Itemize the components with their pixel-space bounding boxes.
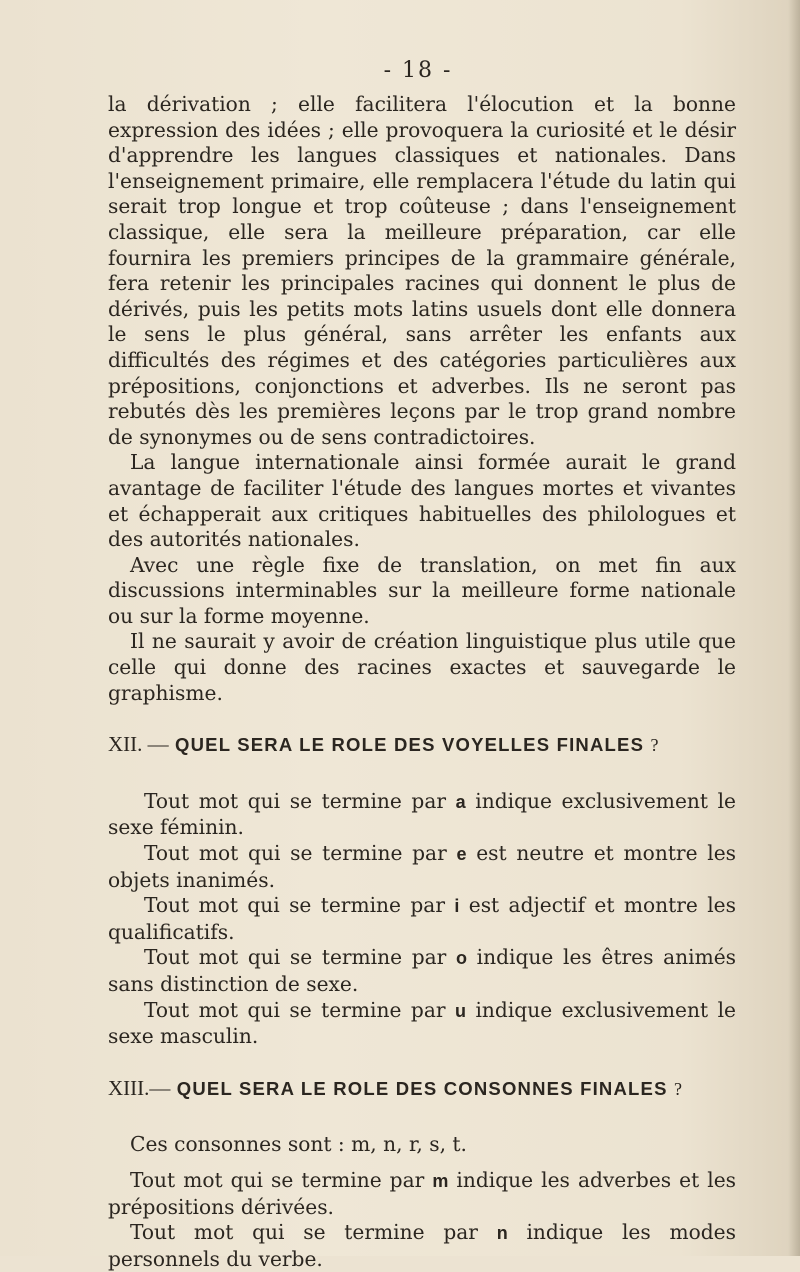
paragraph-linguistic-creation: Il ne saurait y avoir de création linguistique plus utile que celle qui donne des racines exactes et sauvegarde le graphisme.	[108, 629, 736, 705]
vowel-letter: u	[454, 1000, 466, 1021]
section-xii-question-mark: ?	[650, 735, 659, 756]
consonant-letter: n	[496, 1223, 508, 1244]
rule-text-before: Tout mot qui se termine par	[144, 997, 446, 1022]
vowel-letter: a	[455, 791, 466, 812]
rule-text-before: Tout mot qui se termine par	[144, 788, 447, 813]
rule-text-before: Tout mot qui se termine par	[130, 1167, 425, 1192]
section-xiii-title: QUEL SERA LE ROLE DES CONSONNES FINALES	[176, 1077, 668, 1099]
rule-text-after: est adjectif et montre les qualificatifs.	[108, 893, 736, 944]
rule-text-before: Tout mot qui se termine par	[130, 1220, 478, 1245]
vowel-rule-i	[108, 893, 736, 945]
vowel-letter: o	[456, 948, 467, 969]
rule-text-before: Tout mot qui se termine par	[144, 841, 447, 866]
section-xii-heading	[108, 732, 736, 759]
page-number: - 18 -	[383, 58, 453, 83]
page-body	[108, 92, 736, 1272]
rule-text-before: Tout mot qui se termine par	[144, 945, 447, 970]
section-xiii-question-mark: ?	[673, 1078, 682, 1099]
paragraph-advantage: La langue internationale ainsi formée aurait le grand avantage de faciliter l'étude des langues mortes et vivantes et échapperait aux critiques habituelles des philologues et des autorités nationales.	[108, 450, 736, 552]
rule-text-before: Tout mot qui se termine par	[144, 893, 445, 918]
vowel-rule-u	[108, 998, 736, 1050]
rule-text-after: indique exclusivement le sexe masculin.	[108, 997, 736, 1049]
page-edge-shadow	[788, 0, 800, 1256]
vowel-letter: i	[454, 896, 460, 917]
vowel-rule-o	[108, 945, 736, 997]
rule-text-after: indique les adverbes et les prépositions dérivées.	[108, 1167, 737, 1219]
vowel-letter: e	[456, 844, 467, 865]
consonant-rule-n	[108, 1220, 736, 1272]
section-xii-number: XII. —	[108, 732, 169, 757]
section-xii-title: QUEL SERA LE ROLE DES VOYELLES FINALES	[175, 734, 645, 756]
consonant-letter: m	[432, 1170, 449, 1191]
section-xiii-heading	[108, 1076, 736, 1103]
paragraph-translation-rule: Avec une règle fixe de translation, on met fin aux discussions interminables sur la meilleure forme nationale ou sur la forme moyenne.	[108, 552, 736, 628]
rule-text-after: est neutre et montre les objets inanimés.	[108, 841, 737, 892]
vowel-rule-a	[108, 789, 736, 841]
consonants-list: Ces consonnes sont : m, n, r, s, t.	[130, 1132, 467, 1157]
consonant-rule-m	[108, 1168, 736, 1220]
section-xiii-number: XIII.—	[108, 1075, 171, 1100]
rule-text-after: indique les êtres animés sans distinction de sexe.	[108, 945, 737, 996]
paragraph-derivation: la dérivation ; elle facilitera l'élocution et la bonne expression des idées ; elle provoquera la curiosité et le désir d'apprendre les langues classiques et nationales. Dans l'enseignement primaire, elle remplacera l'étude du latin qui serait trop longue et trop coûteuse ; dans l'enseignement classique, elle sera la meilleure préparation, car elle fournira les premiers principes de la grammaire générale, fera retenir les principales racines qui donnent le plus de dérivés, puis les petits mots latins usuels dont elle donnera le sens le plus général, sans arrêter les enfants aux difficultés des régimes et des catégories particulières aux prépositions, conjonctions et adverbes. Ils ne seront pas rebutés dès les premières leçons par le trop grand nombre de synonymes ou de sens contradictoires.	[108, 92, 736, 449]
vowel-rule-e	[108, 841, 736, 893]
rule-text-after: indique exclusivement le sexe féminin.	[108, 788, 736, 840]
rule-text-after: indique les modes personnels du verbe.	[108, 1220, 736, 1271]
